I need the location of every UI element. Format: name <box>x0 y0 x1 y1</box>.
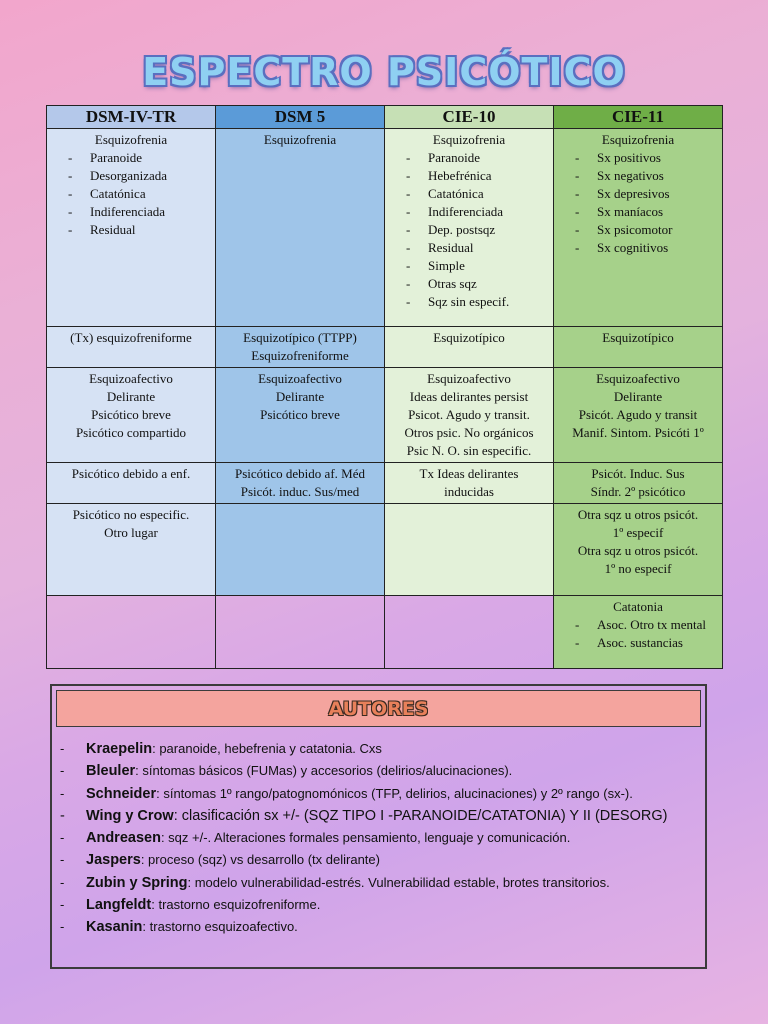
table-cell <box>47 504 216 596</box>
cell-text: Otro lugar <box>104 525 158 540</box>
table-cell <box>385 504 554 596</box>
list-item: - Sx depresivos <box>557 185 719 203</box>
table-cell <box>216 327 385 368</box>
cell-text: Delirante <box>613 389 663 404</box>
cell-text: Psicótico no especific. <box>72 507 190 522</box>
table-header-row <box>47 106 723 129</box>
author-desc: : clasificación sx +/- (SQZ TIPO I -PARANOIDE/CATATONIA) Y II (DESORG) <box>173 807 668 824</box>
cell-text: Otra sqz u otros psicót. <box>577 507 699 522</box>
header-cie-10: CIE-10 <box>385 106 554 129</box>
list-item: - Sqz sin especif. <box>388 293 550 311</box>
cell-text: 1º especif <box>612 525 664 540</box>
list-item: - Indiferenciada <box>388 203 550 221</box>
list-item: - Simple <box>388 257 550 275</box>
list-item: - Catatónica <box>50 185 212 203</box>
list-item: - Sx psicomotor <box>557 221 719 239</box>
cell-text: Esquizotípico <box>433 330 505 345</box>
list-item <box>58 916 667 938</box>
list-item <box>58 872 667 894</box>
list-item <box>58 849 667 871</box>
cell-text: Esquizoafectivo <box>89 371 173 386</box>
list-item: - Dep. postsqz <box>388 221 550 239</box>
list-item: - Indiferenciada <box>50 203 212 221</box>
cell-schizophrenia-dsm4 <box>47 129 216 327</box>
table-cell <box>216 463 385 504</box>
author-desc: : sqz +/-. Alteraciones formales pensamiento, lenguaje y comunicación. <box>160 830 571 846</box>
authors-list <box>58 738 667 939</box>
cell-text: Esquizoafectivo <box>258 371 342 386</box>
list-item: - Paranoide <box>50 149 212 167</box>
cell-text: Psicót. induc. Sus/med <box>240 484 360 499</box>
cell-title: Esquizofrenia <box>601 132 675 147</box>
cell-title: Esquizofrenia <box>263 132 337 147</box>
list-item: - Residual <box>50 221 212 239</box>
author-name: Wing y Crow <box>86 807 174 824</box>
list-item: - Catatónica <box>388 185 550 203</box>
list-item: - Sx positivos <box>557 149 719 167</box>
cell-text: Psicot. Agudo y transit. <box>408 407 530 422</box>
cell-catatonia <box>554 596 723 669</box>
empty-cell <box>216 596 385 669</box>
table-row <box>47 504 723 596</box>
cell-text: Ideas delirantes persist <box>409 389 529 404</box>
authors-heading: AUTORES <box>56 690 701 727</box>
author-desc: : proceso (sqz) vs desarrollo (tx delirante) <box>140 852 380 868</box>
cell-text: Delirante <box>275 389 325 404</box>
table-cell <box>385 368 554 463</box>
cell-text: Psicótico breve <box>260 407 340 422</box>
author-name: Kraepelin <box>86 741 153 757</box>
cell-text: Esquizoafectivo <box>596 371 680 386</box>
cell-text: Esquizotípico (TTPP) <box>243 330 357 345</box>
table-cell <box>554 463 723 504</box>
list-item: - Asoc. Otro tx mental <box>557 616 719 634</box>
cell-text: Psicótico compartido <box>75 425 187 440</box>
list-item: - Desorganizada <box>50 167 212 185</box>
author-name: Bleuler <box>86 763 136 780</box>
page-title: ESPECTRO PSICÓTICO <box>142 50 626 94</box>
table-row <box>47 596 723 669</box>
author-desc: : paranoide, hebefrenia y catatonia. Cxs <box>152 741 382 756</box>
cell-text: inducidas <box>444 484 494 499</box>
list-item: - Residual <box>388 239 550 257</box>
author-desc: : trastorno esquizoafectivo. <box>142 919 298 935</box>
cell-text: Síndr. 2º psicótico <box>590 484 686 499</box>
cell-schizophrenia-dsm5 <box>216 129 385 327</box>
cell-text: Psicót. Induc. Sus <box>591 466 685 481</box>
authors-box <box>50 684 707 969</box>
author-name: Zubin y Spring <box>86 874 188 891</box>
list-item <box>58 783 667 805</box>
author-desc: : trastorno esquizofreniforme. <box>151 897 321 913</box>
cell-text: Otros psic. No orgánicos <box>404 425 534 440</box>
cell-text: 1º no especif <box>604 561 672 576</box>
header-dsm-5: DSM 5 <box>216 106 385 129</box>
list-item <box>58 827 667 849</box>
table-cell <box>554 327 723 368</box>
list-item: - Sx negativos <box>557 167 719 185</box>
header-cie-11: CIE-11 <box>554 106 723 129</box>
table-cell <box>554 504 723 596</box>
list-item: - Paranoide <box>388 149 550 167</box>
cell-text: Otra sqz u otros psicót. <box>577 543 699 558</box>
cell-text: Manif. Sintom. Psicóti 1º <box>572 425 704 440</box>
cell-text: Psicótico debido a enf. <box>71 466 191 481</box>
cell-text: Esquizoafectivo <box>427 371 511 386</box>
table-row <box>47 129 723 327</box>
list-item <box>58 894 667 916</box>
cell-text: Delirante <box>106 389 156 404</box>
cell-text: Psic N. O. sin especific. <box>406 443 532 458</box>
author-desc: : síntomas 1º rango/patognomónicos (TFP, delirios, alucinaciones) y 2º rango (sx-). <box>156 785 633 801</box>
cell-schizophrenia-cie10 <box>385 129 554 327</box>
table-cell <box>47 463 216 504</box>
table-cell <box>216 504 385 596</box>
list-item: - Otras sqz <box>388 275 550 293</box>
cell-title: Esquizofrenia <box>432 132 506 147</box>
author-name: Schneider <box>86 785 157 802</box>
table-cell <box>216 368 385 463</box>
list-item <box>58 760 667 782</box>
table-cell <box>47 327 216 368</box>
table-row <box>47 368 723 463</box>
list-item: - Hebefrénica <box>388 167 550 185</box>
author-desc: : modelo vulnerabilidad-estrés. Vulnerabilidad estable, brotes transitorios. <box>187 874 610 890</box>
table-cell <box>385 463 554 504</box>
list-item <box>58 805 667 827</box>
table-cell <box>47 368 216 463</box>
table-row <box>47 327 723 368</box>
cell-text: (Tx) esquizofreniforme <box>70 330 192 345</box>
empty-cell <box>47 596 216 669</box>
cell-text: Esquizofreniforme <box>251 348 349 363</box>
list-item: - Asoc. sustancias <box>557 634 719 652</box>
cell-title: Esquizofrenia <box>94 132 168 147</box>
table-cell <box>385 327 554 368</box>
cell-text: Psicót. Agudo y transit <box>578 407 698 422</box>
empty-cell <box>385 596 554 669</box>
list-item: - Sx cognitivos <box>557 239 719 257</box>
cell-text: Esquizotípico <box>602 330 674 345</box>
cell-title: Catatonia <box>613 599 663 614</box>
list-item <box>58 738 667 760</box>
table-cell <box>554 368 723 463</box>
author-name: Andreasen <box>86 830 161 847</box>
header-dsm-iv-tr: DSM-IV-TR <box>47 106 216 129</box>
author-name: Langfeldt <box>86 897 152 914</box>
author-name: Kasanin <box>86 919 143 936</box>
cell-text: Psicótico breve <box>91 407 171 422</box>
list-item: - Sx maníacos <box>557 203 719 221</box>
cell-text: Tx Ideas delirantes <box>419 466 519 481</box>
cell-text: Psicótico debido af. Méd <box>235 466 365 481</box>
table-row <box>47 463 723 504</box>
author-name: Jaspers <box>86 852 141 869</box>
cell-schizophrenia-cie11 <box>554 129 723 327</box>
author-desc: : síntomas básicos (FUMas) y accesorios (delirios/alucinaciones). <box>135 763 513 779</box>
classification-table <box>46 105 723 669</box>
